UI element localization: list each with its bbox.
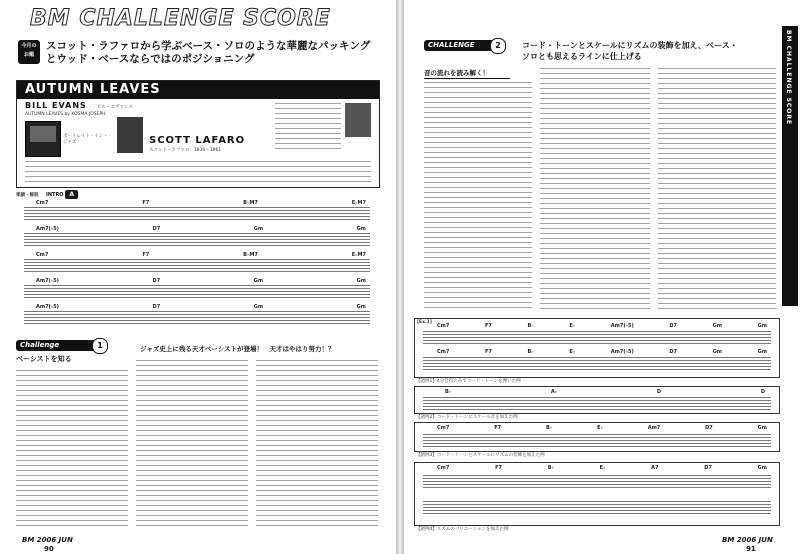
binding-gutter (396, 0, 404, 554)
ex4-chord-row (437, 465, 767, 471)
bassist-bio-text (275, 103, 341, 153)
chord: B♭M7 (243, 200, 258, 206)
chord: Gm (757, 465, 767, 471)
chord: F7 (494, 425, 502, 431)
chord: Gm (253, 278, 264, 284)
score-intro-label: 楽譜・解説 (16, 193, 39, 198)
song-title: AUTUMN LEAVES (25, 82, 161, 97)
chord-row-2 (36, 226, 366, 232)
ex1-chord-row-2 (437, 349, 767, 355)
chord: F7 (142, 200, 150, 206)
portrait-photo (345, 103, 371, 137)
chord: Gm (253, 226, 264, 232)
chord: E♭ (597, 425, 603, 431)
staff-2 (24, 233, 370, 246)
chord: D7 (152, 278, 161, 284)
staff-1 (24, 207, 370, 220)
chord: Gm (712, 349, 722, 355)
staff-4 (24, 285, 370, 298)
album-caption: ポートレイト・イン・ジャズ (63, 134, 108, 145)
chord: B♭ (527, 323, 534, 329)
chord-row-1 (36, 200, 366, 206)
chord: F7 (485, 323, 492, 329)
chord: E♭M7 (351, 252, 366, 258)
chord: Cm7 (36, 200, 49, 206)
series-title: BM CHALLENGE SCORE (30, 6, 331, 31)
chord: E♭M7 (351, 200, 366, 206)
album-line: AUTUMN LEAVES by KOSMA JOSEPH (25, 112, 106, 117)
kicker-line2: お題 (23, 52, 34, 58)
chord: Am7(♭5) (610, 349, 634, 355)
album-art-detail (30, 126, 56, 142)
ex4-staff-1 (423, 475, 771, 488)
example-1 (414, 318, 780, 378)
challenge-1-header (16, 340, 136, 366)
score-section (46, 191, 78, 198)
chord: D7 (152, 304, 161, 310)
chord: D7 (669, 323, 678, 329)
body-column-3 (256, 360, 378, 530)
right-page-number: 91 (746, 545, 756, 553)
caption-1: 【譜例1】4分音符のみでコード・トーンを弾いた例 (416, 379, 521, 384)
chord-row-3 (36, 252, 366, 258)
title-bar (17, 81, 379, 99)
side-tab-text: BM CHALLENGE SCORE (785, 30, 792, 126)
ex-label: [Ex.1] (417, 320, 432, 325)
chord: Gm (757, 323, 767, 329)
challenge-label: CHALLENGE (424, 40, 500, 51)
challenge-number: 2 (490, 38, 506, 54)
left-page-number: 90 (44, 545, 54, 553)
challenge-label: Challenge (16, 340, 104, 351)
ex3-chord-row (437, 425, 767, 431)
challenge-subtitle: ベーシストを知る (16, 355, 72, 363)
section-heading: ジャズ史上に残る天才ベーシストが登場！ 天才はやはり努力！？ (140, 345, 335, 353)
ex4-staff-2 (423, 501, 771, 514)
left-page (0, 0, 396, 554)
right-body-column-3 (658, 68, 776, 312)
score-area (16, 192, 378, 332)
chord: Am7(♭5) (610, 323, 634, 329)
example-3 (414, 422, 780, 452)
challenge-2-header (424, 40, 514, 54)
chord: Cm7 (437, 349, 450, 355)
example-2 (414, 386, 780, 414)
chord: Am7(♭5) (36, 226, 59, 232)
ex1-chord-row-1 (437, 323, 767, 329)
kicker-line1: 今月の (21, 43, 37, 49)
chord: Cm7 (36, 252, 49, 258)
chord: Gm (757, 425, 767, 431)
chord: F7 (495, 465, 502, 471)
chord: D (656, 389, 662, 395)
chord: D7 (152, 226, 161, 232)
footer-date: 2006 JUN (736, 536, 773, 544)
chord: Cm7 (437, 425, 450, 431)
chord: F7 (485, 349, 492, 355)
topic-badge (18, 40, 40, 64)
chord: E♭ (569, 323, 576, 329)
footer-brand: BM (22, 536, 35, 544)
chord: B♭ (546, 425, 553, 431)
ex3-staff (423, 434, 771, 447)
body-column-2 (136, 360, 248, 530)
intro-marker: INTRO (46, 192, 64, 198)
ex1-staff-2 (423, 357, 771, 370)
staff-5 (24, 311, 370, 324)
right-body-column-1 (424, 82, 532, 312)
chord-row-5 (36, 304, 366, 310)
chord: D7 (705, 425, 713, 431)
chord: F7 (142, 252, 150, 258)
artist-name: BILL EVANS (25, 101, 87, 110)
side-tab (782, 26, 798, 306)
artist-banner (16, 80, 380, 188)
right-footer (722, 536, 773, 544)
chord: Gm (356, 278, 366, 284)
challenge-number: 1 (92, 338, 108, 354)
chord: Am7(♭5) (36, 278, 59, 284)
chord: Gm (712, 323, 722, 329)
footer-date: 2006 JUN (36, 536, 73, 544)
caption-4: 【譜例4】リズムのバリエーションを加えた例 (416, 527, 509, 532)
chord-row-4 (36, 278, 366, 284)
example-4 (414, 462, 780, 526)
chord: D7 (669, 349, 678, 355)
ex2-staff (423, 397, 771, 410)
artist-credit: ビル・エヴァンス (97, 105, 133, 110)
rehearsal-mark-a: A (65, 190, 78, 199)
chord: B♭M7 (243, 252, 258, 258)
chord: B♭ (547, 465, 554, 471)
right-headline: コード・トーンとスケールにリズムの装飾を加え、ベース・ソロとも思えるラインに仕上げる (522, 41, 738, 61)
bassist-name: SCOTT LAFARO (149, 135, 246, 146)
chord: E♭ (599, 465, 606, 471)
chord: Gm (356, 304, 366, 310)
chord: Cm7 (437, 465, 450, 471)
chord: E♭ (569, 349, 576, 355)
right-page (404, 0, 800, 554)
body-column-1 (16, 370, 128, 530)
chord: Gm (757, 349, 767, 355)
chord: Am7(♭5) (36, 304, 59, 310)
chord: A7 (651, 465, 659, 471)
ex2-chord-row (445, 389, 765, 395)
chord: D (760, 389, 765, 395)
chord: Gm (253, 304, 264, 310)
intro-paragraph (25, 161, 371, 183)
right-body-column-2 (540, 68, 650, 312)
ex1-staff-1 (423, 331, 771, 344)
left-footer (22, 536, 73, 544)
caption-3: 【譜例3】コード・トーンとスケールにリズムの装飾を加えた例 (416, 453, 545, 458)
album-cover-image (25, 121, 61, 157)
bassist-photo (117, 117, 143, 153)
chord: Am7 (647, 425, 661, 431)
chord: B♭ (527, 349, 534, 355)
chord: Cm7 (437, 323, 450, 329)
chord: D7 (704, 465, 712, 471)
chord: B♭ (445, 389, 452, 395)
footer-brand: BM (722, 536, 735, 544)
chord: A♭ (550, 389, 558, 395)
bassist-dates: スコット・ラファロ 1936〜1961 (149, 148, 222, 153)
caption-2: 【譜例2】コード・トーンにスケール音を加えた例 (416, 415, 518, 420)
chord: Gm (356, 226, 366, 232)
sub-heading: 音の流れを読み解く！ (424, 68, 510, 79)
staff-3 (24, 259, 370, 272)
left-headline: スコット・ラファロから学ぶベース・ソロのような華麗なパッキングとウッド・ベースならではのポジショニング (46, 40, 371, 65)
